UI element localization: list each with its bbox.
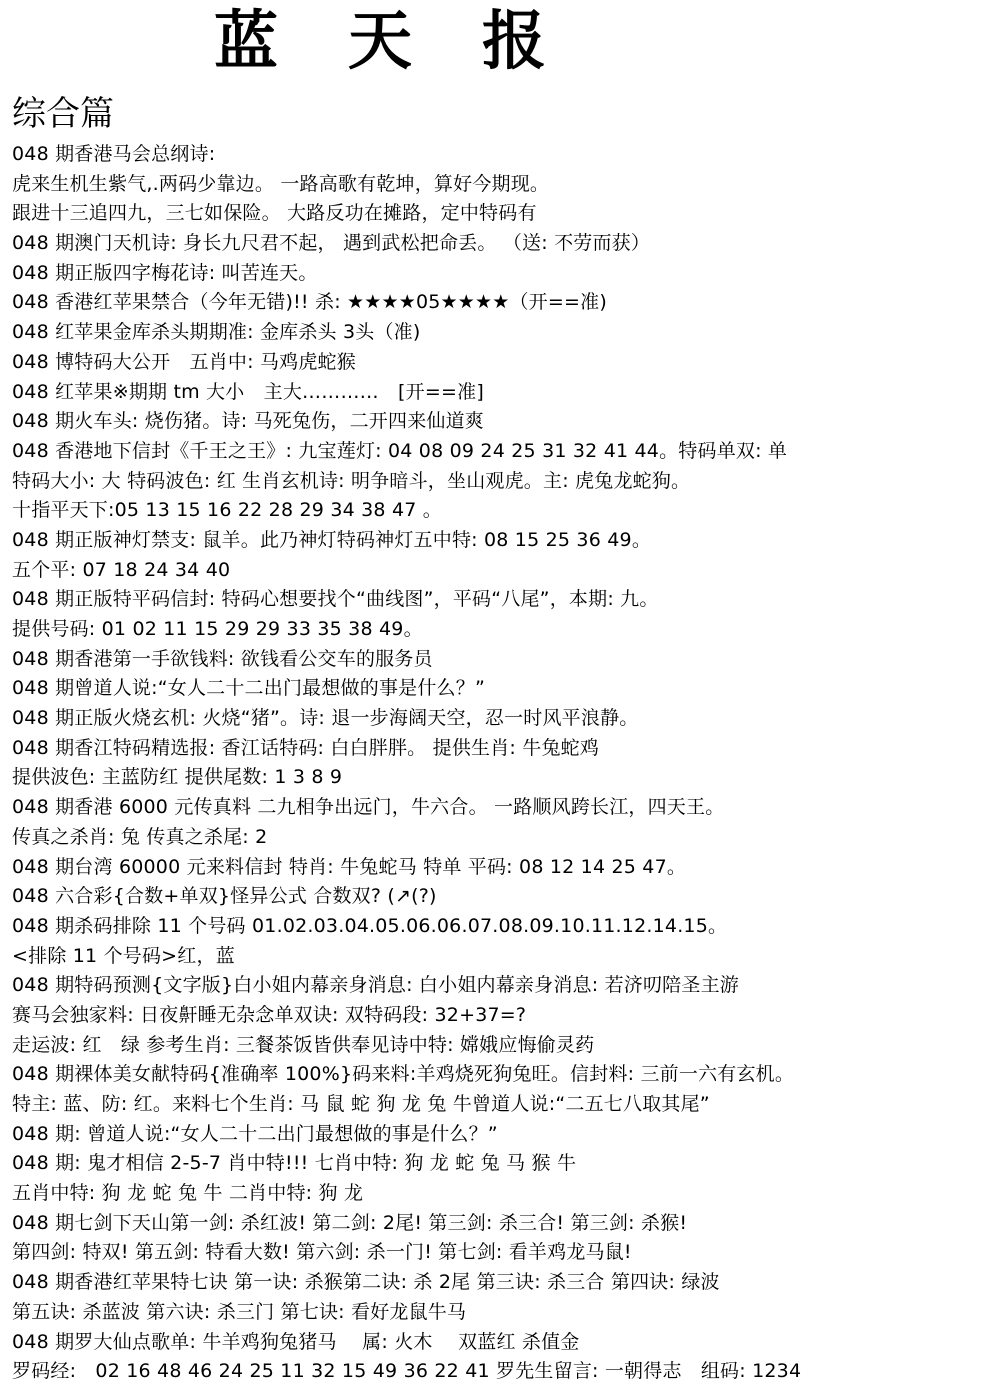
text-line: 048 期: 鬼才相信 2-5-7 肖中特!!! 七肖中特: 狗 龙 蛇 兔 马 猴 牛 [12, 1152, 577, 1175]
text-line: 跟进十三追四九，三七如保险。 大路反功在摊路，定中特码有 [12, 202, 537, 225]
text-line: 第五诀: 杀蓝波 第六诀: 杀三门 第七诀: 看好龙鼠牛马 [12, 1300, 467, 1323]
text-line: 走运波: 红 绿 参考生肖: 三餐茶饭皆供奉见诗中特: 嫦娥应悔偷灵药 [12, 1033, 595, 1056]
text-line: 提供号码: 01 02 11 15 29 29 33 35 38 49。 [12, 618, 423, 640]
text-line: 048 期正版火烧玄机: 火烧“猪”。诗: 退一步海阔天空，忍一时风平浪静。 [12, 707, 639, 730]
text-line: 048 期香港第一手欲钱料: 欲钱看公交车的服务员 [12, 647, 433, 670]
text-line: 虎来生机生紫气,.两码少靠边。 一路高歌有乾坤，算好今期现。 [12, 172, 550, 195]
text-line: 048 期正版四字梅花诗: 叫苦连天。 [12, 261, 318, 284]
text-line: 048 期台湾 60000 元来料信封 特肖: 牛兔蛇马 特单 平码: 08 12 14 25 47。 [12, 855, 687, 878]
text-line: 特主: 蓝、防: 红。来料七个生肖: 马 鼠 蛇 狗 龙 兔 牛曾道人说:“二五七八取其尾” [12, 1093, 710, 1115]
text-line: 传真之杀肖: 兔 传真之杀尾: 2 [12, 825, 268, 848]
text-line: 048 红苹果金库杀头期期准: 金库杀头 3头（准) [12, 321, 421, 344]
text-line: 048 期特码预测{文字版}白小姐内幕亲身消息: 白小姐内幕亲身消息: 若济叨陪圣主游 [12, 974, 739, 997]
text-line: 048 期曾道人说:“女人二十二出门最想做的事是什么？” [12, 677, 485, 700]
text-line: 048 博特码大公开 五肖中: 马鸡虎蛇猴 [12, 350, 356, 373]
text-line: 罗码经: 02 16 48 46 24 25 11 32 15 49 36 22 41 罗先生留言: 一朝得志 组码: 1234 [12, 1360, 802, 1383]
text-line: 048 红苹果※期期 tm 大小 主大………… [开==准] [12, 380, 484, 403]
text-line: 048 期香港红苹果特七诀 第一诀: 杀猴第二诀: 杀 2尾 第三诀: 杀三合 第四诀: 绿波 [12, 1271, 720, 1294]
text-line: 十指平天下:05 13 15 16 22 28 29 34 38 47 。 [12, 499, 442, 522]
text-line: 048 香港地下信封《千王之王》: 九宝莲灯: 04 08 09 24 25 31 32 41 44。特码单双: 单 [12, 439, 788, 462]
text-line: 048 期澳门天机诗: 身长九尺君不起， 遇到武松把命丢。 （送: 不劳而获） [12, 232, 651, 255]
text-line: 048 期香港马会总纲诗: [12, 143, 216, 165]
text-line: 048 期火车头: 烧伤猪。诗: 马死兔伤，二开四来仙道爽 [12, 410, 484, 433]
text-line: 提供波色: 主蓝防红 提供尾数: 1 3 8 9 [12, 766, 343, 789]
content-lines [12, 140, 997, 1387]
text-line: 特码大小: 大 特码波色: 红 生肖玄机诗: 明争暗斗，坐山观虎。主: 虎兔龙蛇狗。 [12, 469, 691, 492]
text-line: 048 期七剑下天山第一剑: 杀红波! 第二剑: 2尾! 第三剑: 杀三合! 第三剑: 杀猴! [12, 1211, 688, 1234]
text-line: 048 期香江特码精选报: 香江话特码: 白白胖胖。 提供生肖: 牛兔蛇鸡 [12, 736, 600, 759]
page-title: 蓝天报 [214, 4, 616, 79]
text-line: 第四剑: 特双! 第五剑: 特看大数! 第六剑: 杀一门! 第七剑: 看羊鸡龙马鼠! [12, 1241, 632, 1264]
text-line: 五个平: 07 18 24 34 40 [12, 558, 231, 581]
text-line: 048 期杀码排除 11 个号码 01.02.03.04.05.06.06.07.08.09.10.11.12.14.15。 [12, 914, 728, 937]
text-line: 五肖中特: 狗 龙 蛇 兔 牛 二肖中特: 狗 龙 [12, 1182, 364, 1205]
section-heading: 综合篇 [12, 94, 114, 134]
text-line: 048 期: 曾道人说:“女人二十二出门最想做的事是什么？” [12, 1122, 498, 1145]
text-line: 048 期罗大仙点歌单: 牛羊鸡狗兔猪马 属: 火木 双蓝红 杀值金 [12, 1330, 580, 1353]
text-line: 048 期正版神灯禁支: 鼠羊。此乃神灯特码神灯五中特: 08 15 25 36 49。 [12, 528, 652, 551]
text-line: 048 香港红苹果禁合（今年无错)!! 杀: ★★★★05★★★★（开==准) [12, 291, 607, 314]
text-line: 048 期香港 6000 元传真料 二九相争出远门，牛六合。 一路顺风跨长江，四天王。 [12, 796, 725, 819]
text-line: 048 六合彩{合数+单双}怪异公式 合数双? (↗(?) [12, 885, 437, 908]
text-line: 048 期裸体美女献特码{准确率 100%}码来料:羊鸡烧死狗兔旺。信封料: 三前一六有玄机。 [12, 1063, 795, 1086]
text-line: 赛马会独家料: 日夜鼾睡无杂念单双诀: 双特码段: 32+37=? [12, 1003, 527, 1026]
text-line: <排除 11 个号码>红，蓝 [12, 944, 235, 967]
text-line: 048 期正版特平码信封: 特码心想要找个“曲线图”，平码“八尾”，本期: 九。 [12, 588, 659, 611]
